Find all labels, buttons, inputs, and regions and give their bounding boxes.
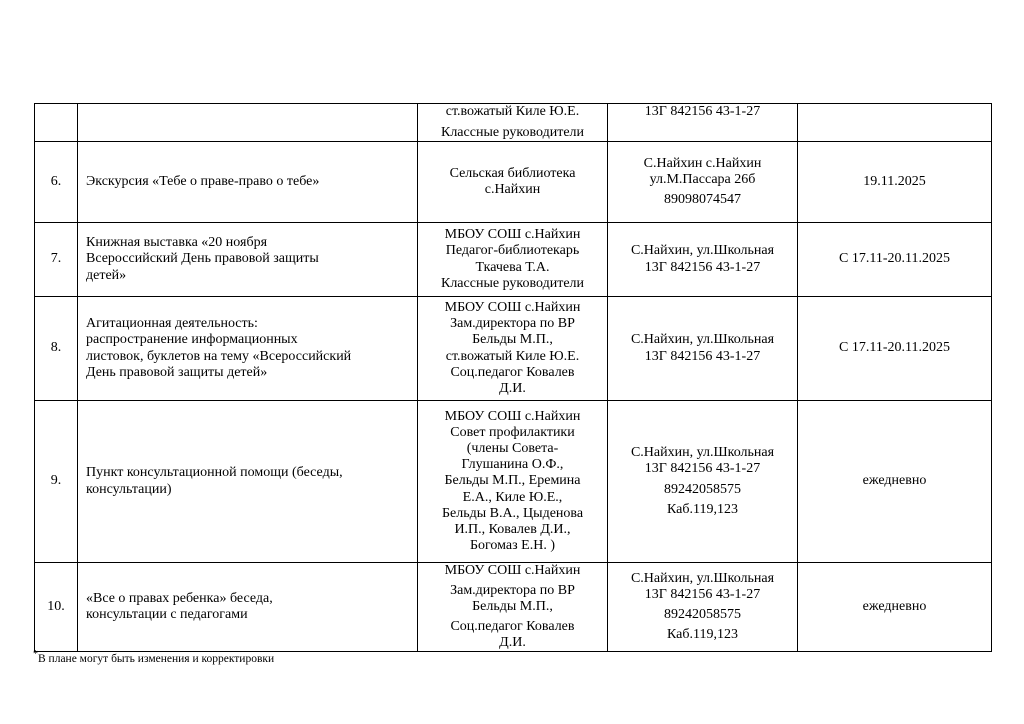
responsible-line: Сельская библиотека xyxy=(449,165,576,181)
place-line: 13Г 842156 43-1-27 xyxy=(644,348,761,364)
place-line: С.Найхин, ул.Школьная xyxy=(630,571,775,587)
table-row xyxy=(35,297,992,401)
row-number: 8. xyxy=(35,297,78,401)
event-line: Всероссийский День правовой защиты xyxy=(86,251,319,267)
responsible-line: И.П., Ковалев Д.И., xyxy=(454,521,571,537)
event-line: Экскурсия «Тебе о праве-право о тебе» xyxy=(86,173,320,189)
responsible-line: Зам.директора по ВР xyxy=(450,583,575,599)
table-row xyxy=(35,223,992,297)
place-line: С.Найхин, ул.Школьная xyxy=(630,445,775,461)
row-number: 7. xyxy=(35,223,78,297)
responsible-line: Д.И. xyxy=(499,380,526,396)
place-line: Каб.119,123 xyxy=(667,501,738,517)
place-line: 89242058575 xyxy=(664,481,741,497)
place-line: 13Г 842156 43-1-27 xyxy=(644,259,761,275)
place-line: 13Г 842156 43-1-27 xyxy=(644,461,761,477)
date-cell: С 17.11-20.11.2025 xyxy=(798,223,992,297)
responsible-cell xyxy=(418,142,608,223)
responsible-line: Бельды М.П., xyxy=(472,332,553,348)
place-cell xyxy=(608,142,798,223)
footnote-mark: * xyxy=(33,649,38,660)
event-line: День правовой защиты детей» xyxy=(86,364,268,380)
responsible-line: Классные руководители xyxy=(440,124,585,140)
place-line: С.Найхин, ул.Школьная xyxy=(630,243,775,259)
event-line: консультации) xyxy=(86,481,172,497)
responsible-line: Бельды М.П., Еремина xyxy=(444,473,581,489)
place-cell xyxy=(608,104,798,142)
event-line: «Все о правах ребенка» беседа, xyxy=(86,591,273,607)
responsible-line: Е.А., Киле Ю.Е., xyxy=(462,489,563,505)
event-cell xyxy=(78,104,418,142)
event-line: листовок, буклетов на тему «Всероссийский xyxy=(86,348,352,364)
place-cell xyxy=(608,297,798,401)
place-line: С.Найхин, ул.Школьная xyxy=(630,332,775,348)
event-line: Книжная выставка «20 ноября xyxy=(86,235,268,251)
responsible-line: Глушанина О.Ф., xyxy=(461,457,564,473)
footnote-text: В плане могут быть изменения и корректировки xyxy=(38,652,275,665)
date-cell: ежедневно xyxy=(798,563,992,652)
responsible-line: Зам.директора по ВР xyxy=(450,316,575,332)
responsible-line: Бельды М.П., xyxy=(472,599,553,615)
place-line: 89242058575 xyxy=(664,607,741,623)
date-cell: С 17.11-20.11.2025 xyxy=(798,297,992,401)
responsible-cell xyxy=(418,563,608,652)
responsible-cell xyxy=(418,297,608,401)
table-row xyxy=(35,142,992,223)
place-line: 13Г 842156 43-1-27 xyxy=(644,104,761,119)
place-cell xyxy=(608,401,798,563)
responsible-line: МБОУ СОШ с.Найхин xyxy=(444,563,581,578)
row-number: 9. xyxy=(35,401,78,563)
responsible-line: с.Найхин xyxy=(484,182,541,197)
responsible-line: Педагог-библиотекарь xyxy=(445,243,580,259)
place-line: 89098074547 xyxy=(664,192,741,208)
responsible-line: Классные руководители xyxy=(440,275,585,291)
event-line: Агитационная деятельность: xyxy=(86,316,258,332)
place-line: 13Г 842156 43-1-27 xyxy=(644,587,761,603)
footnote xyxy=(33,649,274,665)
row-number: 10. xyxy=(35,563,78,652)
event-line: детей» xyxy=(86,267,127,283)
event-line: консультации с педагогами xyxy=(86,607,248,623)
event-cell xyxy=(78,563,418,652)
responsible-line: Соц.педагог Ковалев xyxy=(450,619,575,635)
place-cell xyxy=(608,563,798,652)
responsible-cell xyxy=(418,401,608,563)
responsible-line: МБОУ СОШ с.Найхин xyxy=(444,300,581,316)
responsible-line: Совет профилактики xyxy=(450,425,575,441)
responsible-line: МБОУ СОШ с.Найхин xyxy=(444,409,581,425)
place-cell xyxy=(608,223,798,297)
event-cell xyxy=(78,142,418,223)
event-line: распространение информационных xyxy=(86,332,298,348)
date-cell xyxy=(798,104,992,142)
responsible-cell xyxy=(418,104,608,142)
table-row xyxy=(35,104,992,142)
responsible-line: (члены Совета- xyxy=(466,441,559,457)
place-line: С.Найхин с.Найхин xyxy=(643,155,762,171)
responsible-line: Д.И. xyxy=(499,635,526,651)
responsible-line: ст.вожатый Киле Ю.Е. xyxy=(445,348,580,364)
responsible-line: Богомаз Е.Н. ) xyxy=(470,537,555,553)
responsible-line: Бельды В.А., Цыденова xyxy=(441,505,584,521)
events-plan-table xyxy=(34,103,992,652)
place-line: Каб.119,123 xyxy=(667,627,738,643)
event-cell xyxy=(78,223,418,297)
date-cell: ежедневно xyxy=(798,401,992,563)
event-cell xyxy=(78,401,418,563)
event-cell xyxy=(78,297,418,401)
responsible-line: ст.вожатый Киле Ю.Е. xyxy=(445,104,580,120)
table-row xyxy=(35,401,992,563)
responsible-line: МБОУ СОШ с.Найхин xyxy=(444,227,581,243)
responsible-cell xyxy=(418,223,608,297)
date-cell: 19.11.2025 xyxy=(798,142,992,223)
row-number: 6. xyxy=(35,142,78,223)
table-row xyxy=(35,563,992,652)
row-number xyxy=(35,104,78,142)
responsible-line: Соц.педагог Ковалев xyxy=(450,364,575,380)
place-line: ул.М.Пассара 26б xyxy=(649,171,756,187)
responsible-line: Ткачева Т.А. xyxy=(475,259,550,275)
event-line: Пункт консультационной помощи (беседы, xyxy=(86,465,343,481)
